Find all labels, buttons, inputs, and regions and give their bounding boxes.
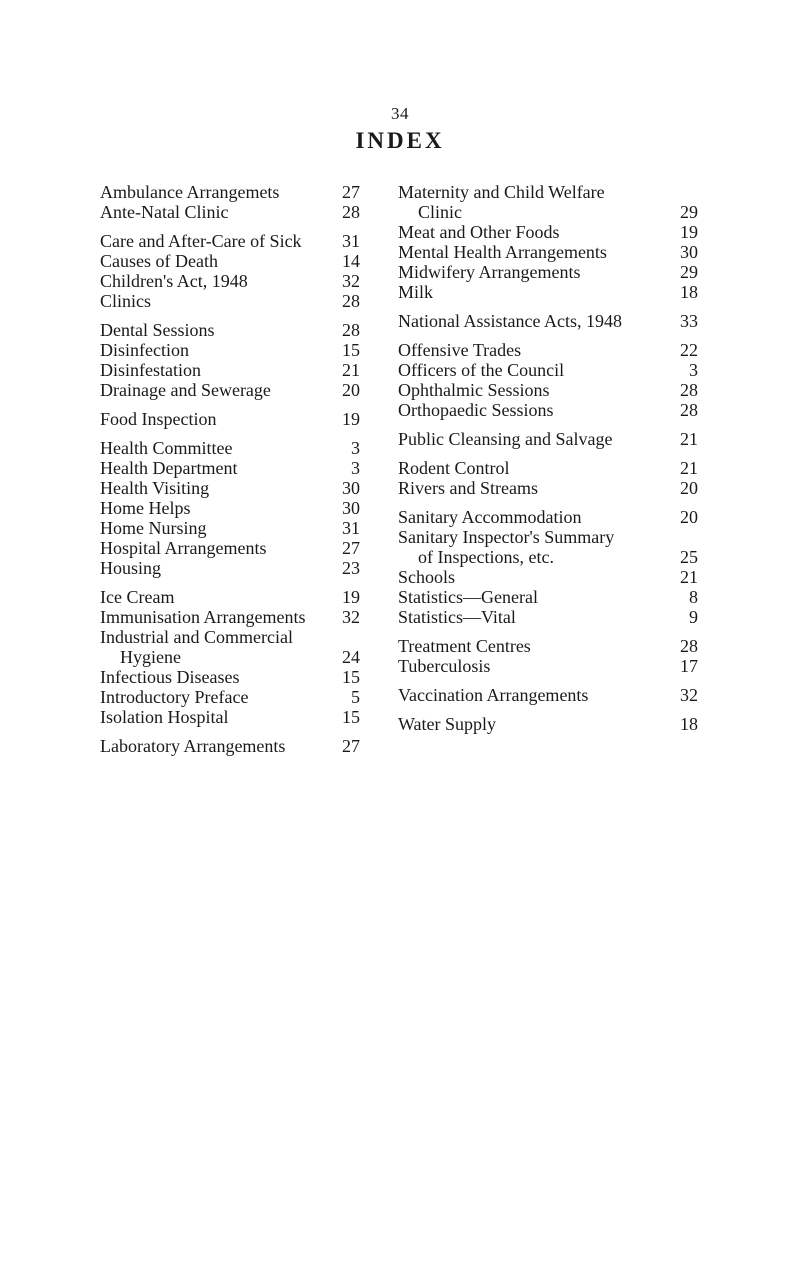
leader-dots	[211, 527, 333, 538]
entry-continuation	[100, 647, 360, 667]
index-entry	[100, 458, 360, 478]
entry-label: Immunisation Arrangements	[100, 607, 306, 627]
entry-label: Drainage and Sewerage	[100, 380, 271, 400]
leader-dots	[535, 645, 670, 656]
entry-page: 23	[342, 558, 360, 578]
entry-label: Schools	[398, 567, 456, 587]
leader-dots	[494, 665, 670, 676]
entry-label: Disinfestation	[100, 360, 201, 380]
entry-page: 29	[680, 262, 698, 282]
entry-label: Causes of Death	[100, 251, 218, 271]
index-entry	[398, 458, 698, 478]
leader-dots	[289, 745, 332, 756]
index-title: INDEX	[355, 128, 445, 153]
entry-label: Treatment Centres	[398, 636, 531, 656]
index-entry	[398, 714, 698, 734]
entry-label: Hospital Arrangements	[100, 538, 267, 558]
index-entry	[100, 558, 360, 578]
entry-page: 24	[342, 647, 360, 667]
entry-page: 30	[342, 478, 360, 498]
entry-page: 31	[342, 518, 360, 538]
leader-dots	[542, 487, 670, 498]
index-entry	[100, 498, 360, 518]
leader-dots	[558, 556, 670, 567]
leader-dots	[466, 211, 670, 222]
index-entry	[398, 685, 698, 705]
entry-label: Rivers and Streams	[398, 478, 538, 498]
entry-page: 17	[680, 656, 698, 676]
leader-dots	[626, 320, 670, 331]
entry-label: Dental Sessions	[100, 320, 215, 340]
index-entry	[100, 409, 360, 429]
entry-page: 15	[342, 667, 360, 687]
leader-dots	[236, 447, 332, 458]
index-entry	[398, 587, 698, 607]
entry-page: 30	[342, 498, 360, 518]
entry-page: 19	[342, 409, 360, 429]
entry-label: Food Inspection	[100, 409, 217, 429]
entry-continuation	[398, 547, 698, 567]
index-entry	[398, 527, 698, 567]
entry-page: 32	[342, 271, 360, 291]
index-entry	[100, 380, 360, 400]
entry-page: 27	[342, 736, 360, 756]
entry-label: Infectious Diseases	[100, 667, 240, 687]
entry-page: 8	[689, 587, 698, 607]
entry-label: Orthopaedic Sessions	[398, 400, 554, 420]
entry-page: 33	[680, 311, 698, 331]
entry-label: Milk	[398, 282, 434, 302]
entry-page: 21	[680, 567, 698, 587]
entry-page: 28	[680, 380, 698, 400]
index-entry	[100, 667, 360, 687]
index-entry	[100, 360, 360, 380]
entry-page: 15	[342, 707, 360, 727]
leader-dots	[155, 300, 332, 311]
entry-label: Ambulance Arrangemets	[100, 182, 280, 202]
entry-label-continued: Hygiene	[120, 647, 181, 667]
entry-page: 20	[342, 380, 360, 400]
leader-dots	[178, 596, 332, 607]
index-column-left	[100, 182, 360, 756]
index-entry	[398, 507, 698, 527]
leader-dots	[165, 567, 332, 578]
index-entry	[398, 222, 698, 242]
leader-dots	[592, 694, 670, 705]
entry-page: 5	[351, 687, 360, 707]
leader-dots	[554, 389, 671, 400]
entry-label: Maternity and Child Welfare	[398, 182, 605, 202]
leader-dots	[306, 240, 332, 251]
index-entry	[100, 607, 360, 627]
entry-label: Rodent Control	[398, 458, 510, 478]
leader-dots	[437, 291, 670, 302]
entry-page: 18	[680, 714, 698, 734]
entry-label: Care and After-Care of Sick	[100, 231, 302, 251]
leader-dots	[222, 260, 332, 271]
entry-label: Ice Cream	[100, 587, 175, 607]
index-entry	[100, 340, 360, 360]
leader-dots	[309, 616, 332, 627]
leader-dots	[232, 211, 332, 222]
index-entry	[398, 182, 698, 222]
entry-page: 15	[342, 340, 360, 360]
index-entry	[100, 182, 360, 202]
index-entry	[100, 291, 360, 311]
leader-dots	[616, 438, 670, 449]
index-entry	[398, 380, 698, 400]
entry-label: Health Visiting	[100, 478, 210, 498]
leader-dots	[568, 369, 670, 380]
index-entry	[398, 262, 698, 282]
leader-dots	[193, 349, 332, 360]
leader-dots	[252, 696, 332, 707]
index-entry	[398, 311, 698, 331]
entry-label: Sanitary Inspector's Summary	[398, 527, 615, 547]
entry-label: Health Committee	[100, 438, 233, 458]
index-entry	[100, 271, 360, 291]
index-entry	[100, 202, 360, 222]
entry-page: 21	[680, 458, 698, 478]
leader-dots	[252, 280, 332, 291]
entry-label: Children's Act, 1948	[100, 271, 248, 291]
entry-page: 27	[342, 538, 360, 558]
index-entry	[100, 518, 360, 538]
entry-page: 21	[680, 429, 698, 449]
index-entry	[100, 627, 360, 667]
entry-label: Health Department	[100, 458, 238, 478]
leader-dots	[270, 547, 332, 558]
entry-page: 20	[680, 507, 698, 527]
leader-dots	[213, 487, 332, 498]
index-entry	[398, 282, 698, 302]
entry-label: Home Helps	[100, 498, 191, 518]
index-entry	[398, 656, 698, 676]
entry-page: 19	[680, 222, 698, 242]
entry-page: 31	[342, 231, 360, 251]
entry-page: 28	[342, 291, 360, 311]
index-entry	[398, 242, 698, 262]
leader-dots	[221, 418, 333, 429]
entry-label: Water Supply	[398, 714, 497, 734]
entry-label: National Assistance Acts, 1948	[398, 311, 622, 331]
leader-dots	[514, 467, 671, 478]
leader-dots	[525, 349, 670, 360]
index-entry	[100, 251, 360, 271]
entry-label: Ophthalmic Sessions	[398, 380, 550, 400]
leader-dots	[205, 369, 332, 380]
index-entry	[398, 636, 698, 656]
leader-dots	[194, 507, 332, 518]
entry-page: 18	[680, 282, 698, 302]
index-entry	[100, 478, 360, 498]
entry-page: 21	[342, 360, 360, 380]
entry-label: Statistics—General	[398, 587, 538, 607]
entry-page: 32	[680, 685, 698, 705]
entry-page: 19	[342, 587, 360, 607]
entry-label: Ante-Natal Clinic	[100, 202, 229, 222]
index-entry	[100, 438, 360, 458]
entry-label: Tuberculosis	[398, 656, 491, 676]
leader-dots	[243, 676, 332, 687]
entry-label: Public Cleansing and Salvage	[398, 429, 613, 449]
entry-page: 3	[351, 438, 360, 458]
entry-label: Officers of the Council	[398, 360, 565, 380]
index-entry	[398, 567, 698, 587]
entry-label: Home Nursing	[100, 518, 207, 538]
entry-page: 28	[342, 202, 360, 222]
leader-dots	[611, 251, 670, 262]
entry-label-continued: Clinic	[418, 202, 462, 222]
entry-page: 3	[351, 458, 360, 478]
index-entry	[398, 400, 698, 420]
index-entry	[398, 360, 698, 380]
entry-page: 30	[680, 242, 698, 262]
entry-page: 32	[342, 607, 360, 627]
leader-dots	[283, 191, 332, 202]
entry-page: 28	[680, 400, 698, 420]
entry-label: Disinfection	[100, 340, 189, 360]
entry-page: 27	[342, 182, 360, 202]
page-number: 34	[391, 104, 409, 123]
entry-page: 28	[680, 636, 698, 656]
entry-page: 14	[342, 251, 360, 271]
entry-label: Midwifery Arrangements	[398, 262, 581, 282]
entry-label: Statistics—Vital	[398, 607, 516, 627]
index-entry	[100, 707, 360, 727]
entry-label: Mental Health Arrangements	[398, 242, 607, 262]
entry-page: 28	[342, 320, 360, 340]
entry-label-continued: of Inspections, etc.	[418, 547, 554, 567]
entry-label: Laboratory Arrangements	[100, 736, 286, 756]
entry-label: Isolation Hospital	[100, 707, 229, 727]
leader-dots	[219, 329, 333, 340]
entry-page: 22	[680, 340, 698, 360]
index-column-right	[398, 182, 698, 734]
leader-dots	[584, 271, 670, 282]
entry-label: Vaccination Arrangements	[398, 685, 589, 705]
entry-label: Offensive Trades	[398, 340, 522, 360]
entry-label: Clinics	[100, 291, 152, 311]
leader-dots	[233, 716, 333, 727]
leader-dots	[241, 467, 332, 478]
leader-dots	[185, 656, 332, 667]
leader-dots	[542, 596, 670, 607]
index-entry	[398, 478, 698, 498]
leader-dots	[585, 516, 670, 527]
leader-dots	[520, 616, 670, 627]
leader-dots	[557, 409, 670, 420]
entry-page: 9	[689, 607, 698, 627]
leader-dots	[563, 231, 670, 242]
index-entry	[100, 587, 360, 607]
index-entry	[100, 320, 360, 340]
entry-label: Meat and Other Foods	[398, 222, 560, 242]
index-entry	[100, 538, 360, 558]
leader-dots	[459, 576, 670, 587]
entry-label: Sanitary Accommodation	[398, 507, 582, 527]
entry-page: 20	[680, 478, 698, 498]
index-entry	[100, 736, 360, 756]
leader-dots	[275, 389, 332, 400]
entry-label: Housing	[100, 558, 162, 578]
entry-page: 25	[680, 547, 698, 567]
entry-page: 29	[680, 202, 698, 222]
index-entry	[398, 429, 698, 449]
index-entry	[398, 607, 698, 627]
leader-dots	[500, 723, 670, 734]
entry-label: Industrial and Commercial	[100, 627, 293, 647]
entry-continuation	[398, 202, 698, 222]
index-entry	[100, 231, 360, 251]
index-entry	[398, 340, 698, 360]
index-entry	[100, 687, 360, 707]
entry-label: Introductory Preface	[100, 687, 249, 707]
entry-page: 3	[689, 360, 698, 380]
